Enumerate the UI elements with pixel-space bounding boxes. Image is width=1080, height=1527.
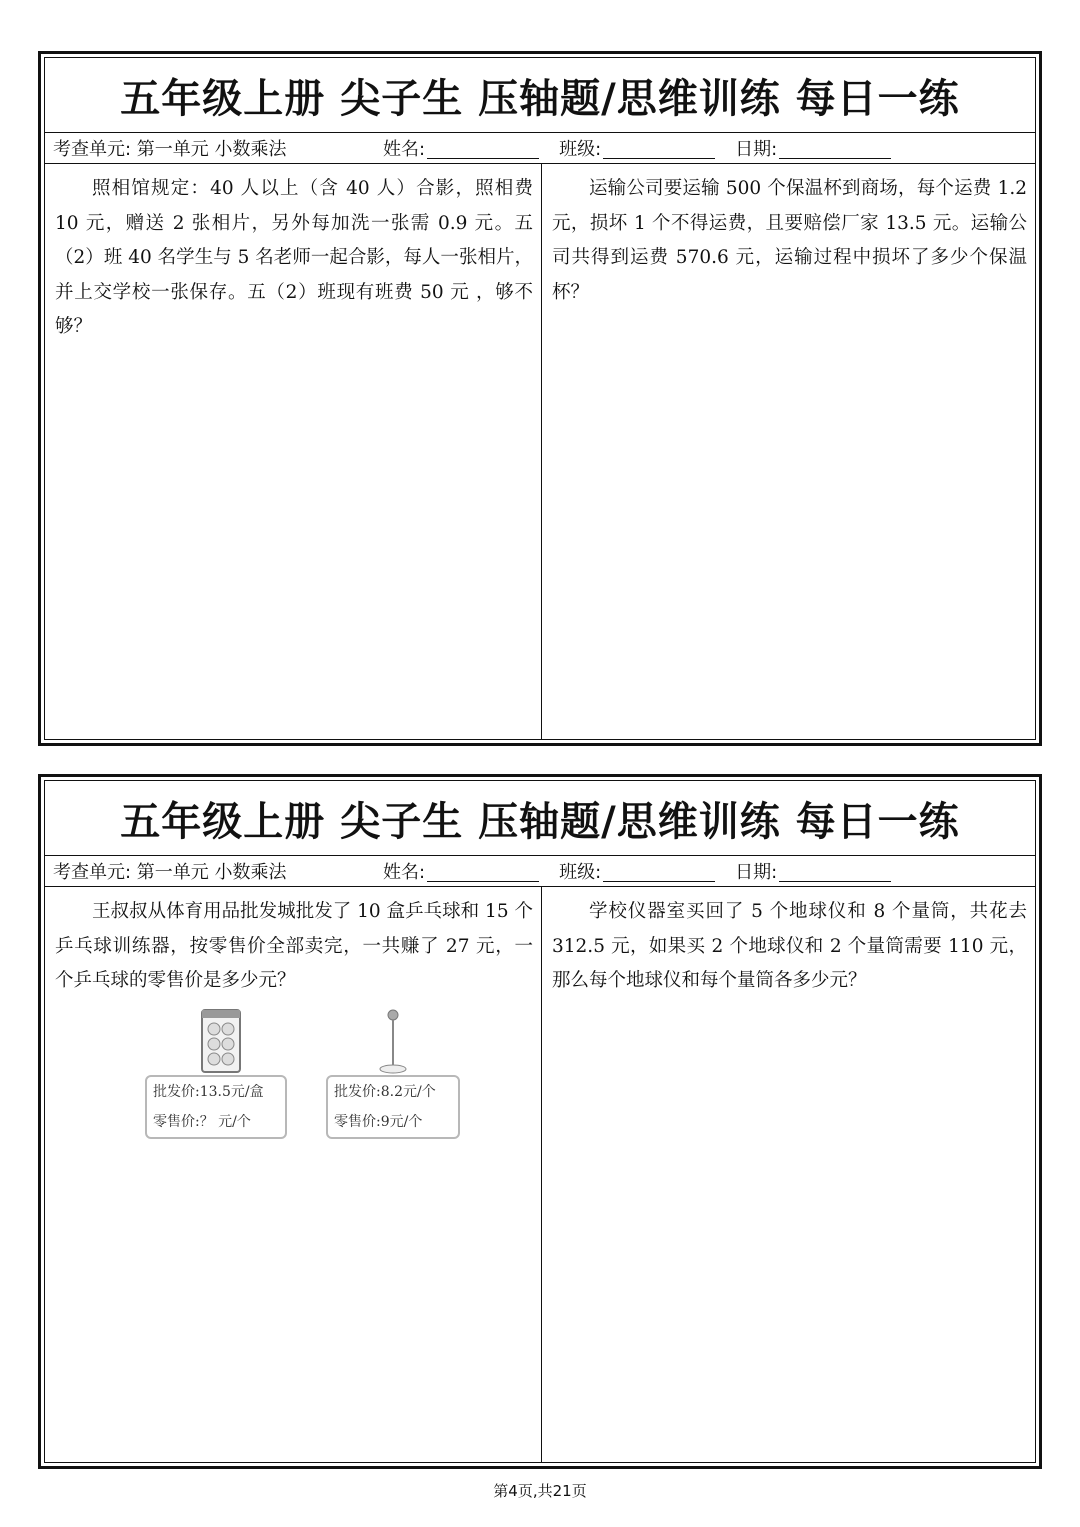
- question-left: [45, 887, 542, 1462]
- name-label: 姓名:: [383, 862, 426, 883]
- ping-pong-box-icon: [201, 1009, 241, 1073]
- name-blank[interactable]: [427, 138, 539, 159]
- wholesale-price: 批发价:13.5元/盒: [153, 1083, 264, 1100]
- price-card-box: [145, 1075, 287, 1139]
- question-text: 运输公司要运输 500 个保温杯到商场，每个运费 1.2 元，损坏 1 个不得运费，且要赔偿厂家 13.5 元。运输公司共得到运费 570.6 元，运输过程中损坏了多少个保温杯？: [552, 178, 1027, 303]
- price-illustrations: [55, 999, 533, 1139]
- info-row: [45, 133, 1035, 164]
- wholesale-price: 批发价:8.2元/个: [334, 1083, 436, 1100]
- price-card-trainer: [326, 1075, 460, 1139]
- worksheet-2: [38, 774, 1042, 1469]
- question-text: 王叔叔从体育用品批发城批发了 10 盒乒乓球和 15 个乒乓球训练器，按零售价全部卖完，一共赚了 27 元，一个乒乓球的零售价是多少元？: [55, 901, 533, 991]
- question-columns: [45, 887, 1035, 1462]
- question-right: [542, 887, 1035, 1462]
- ping-pong-trainer-icon: [378, 1009, 408, 1075]
- date-blank[interactable]: [779, 861, 891, 882]
- date-blank[interactable]: [779, 138, 891, 159]
- name-blank[interactable]: [427, 861, 539, 882]
- class-label: 班级:: [559, 139, 602, 160]
- question-columns: [45, 164, 1035, 739]
- page-number: 第4页,共21页: [493, 1482, 587, 1500]
- worksheet-1-frame: [44, 57, 1036, 740]
- name-label: 姓名:: [383, 139, 426, 160]
- question-left: [45, 164, 542, 739]
- question-text: 学校仪器室买回了 5 个地球仪和 8 个量筒，共花去 312.5 元，如果买 2 个地球仪和 2 个量筒需要 110 元，那么每个地球仪和每个量筒各多少元？: [552, 901, 1027, 991]
- class-blank[interactable]: [603, 138, 715, 159]
- worksheet-1: [38, 51, 1042, 746]
- unit-label: 考查单元: 第一单元 小数乘法: [53, 862, 287, 883]
- question-text: 照相馆规定：40 人以上（含 40 人）合影，照相费 10 元，赠送 2 张相片，另外每加洗一张需 0.9 元。五（2）班 40 名学生与 5 名老师一起合影，每人一张相片，并上交学校一张保存。五（2）班现有班费 50 元 ，够不够？: [55, 178, 533, 337]
- worksheet-2-frame: [44, 780, 1036, 1463]
- date-label: 日期:: [735, 139, 778, 160]
- worksheet-title: 五年级上册 尖子生 压轴题/思维训练 每日一练: [45, 781, 1035, 856]
- question-right: [542, 164, 1035, 739]
- class-label: 班级:: [559, 862, 602, 883]
- date-label: 日期:: [735, 862, 778, 883]
- retail-price: 零售价:？ 元/个: [153, 1113, 251, 1130]
- retail-price: 零售价:9元/个: [334, 1113, 423, 1130]
- class-blank[interactable]: [603, 861, 715, 882]
- worksheet-title: 五年级上册 尖子生 压轴题/思维训练 每日一练: [45, 58, 1035, 133]
- unit-label: 考查单元: 第一单元 小数乘法: [53, 139, 287, 160]
- info-row: [45, 856, 1035, 887]
